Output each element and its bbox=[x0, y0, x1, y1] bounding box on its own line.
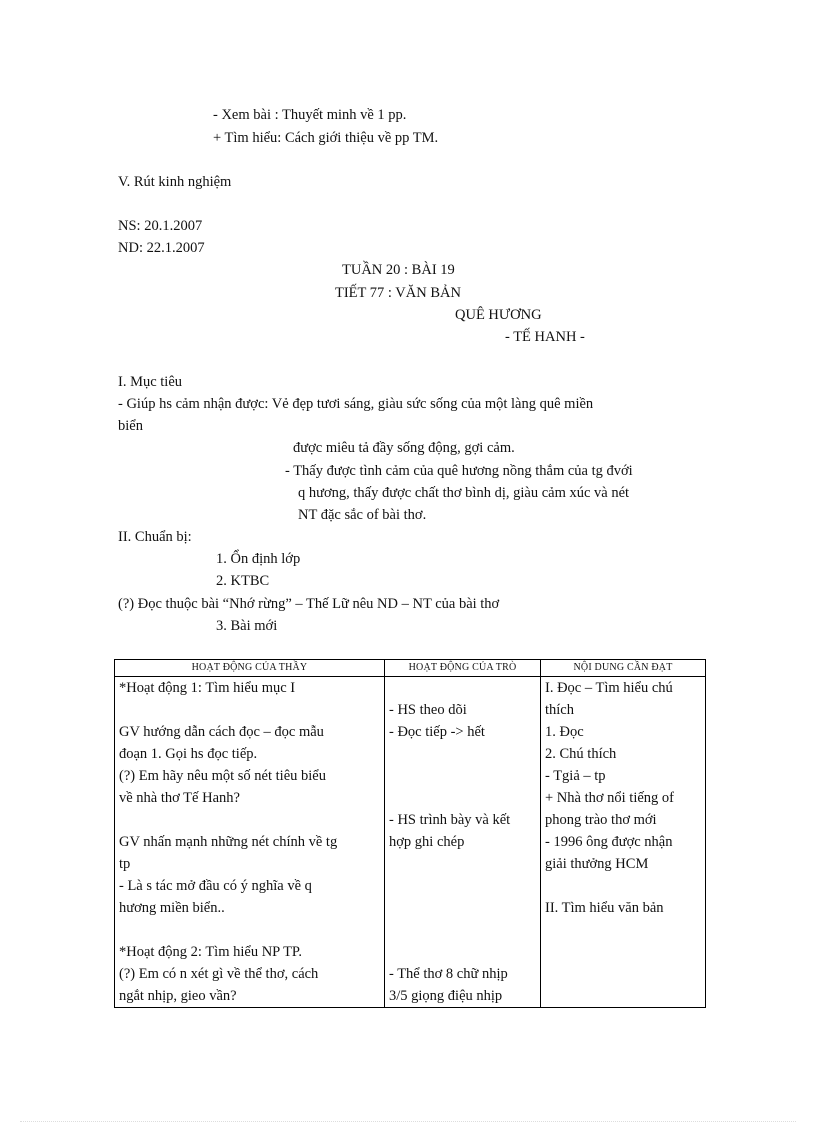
student-activity-cell bbox=[385, 677, 541, 1008]
content-line: - 1996 ông được nhận bbox=[545, 834, 673, 850]
week-title: TUẦN 20 : BÀI 19 bbox=[342, 262, 455, 278]
header-student-activity: HOẠT ĐỘNG CỦA TRÒ bbox=[385, 660, 541, 677]
content-line: + Nhà thơ nổi tiếng of bbox=[545, 790, 675, 806]
teacher-line: *Hoạt động 2: Tìm hiểu NP TP. bbox=[119, 944, 303, 960]
objectives-line-5: q hương, thấy được chất thơ bình dị, giàu cảm xúc và nét bbox=[298, 485, 630, 501]
objectives-heading: I. Mục tiêu bbox=[118, 374, 183, 390]
objectives-line-2: biển bbox=[118, 418, 143, 434]
teacher-line: - Là s tác mở đầu có ý nghĩa về q bbox=[119, 878, 312, 894]
student-line: - Đọc tiếp -> hết bbox=[389, 724, 485, 740]
teacher-line: GV hướng dẫn cách đọc – đọc mẫu bbox=[119, 724, 324, 740]
content-line: - Tgiả – tp bbox=[545, 768, 606, 784]
content-cell bbox=[541, 677, 706, 1008]
teacher-line: GV nhấn mạnh những nét chính về tg bbox=[119, 834, 338, 850]
objectives-line-3: được miêu tả đầy sống động, gợi cảm. bbox=[293, 440, 515, 456]
teacher-line: tp bbox=[119, 856, 131, 872]
content-line: giải thưởng HCM bbox=[545, 856, 649, 872]
preparation-item-3: 3. Bài mới bbox=[216, 618, 278, 634]
objectives-line-1: - Giúp hs cảm nhận được: Vẻ đẹp tươi sáng, giàu sức sống của một làng quê miền bbox=[118, 396, 594, 412]
teacher-line: về nhà thơ Tế Hanh? bbox=[119, 790, 240, 806]
reflection-heading: V. Rút kinh nghiệm bbox=[118, 174, 232, 190]
teacher-line: (?) Em có n xét gì về thể thơ, cách bbox=[119, 966, 319, 982]
teacher-line: hương miền biển.. bbox=[119, 900, 225, 916]
header-teacher-activity: HOẠT ĐỘNG CỦA THẦY bbox=[115, 660, 385, 677]
header-content: NỘI DUNG CẦN ĐẠT bbox=[541, 660, 706, 677]
content-line: phong trào thơ mới bbox=[545, 812, 657, 828]
period-title: TIẾT 77 : VĂN BẢN bbox=[335, 285, 461, 301]
objectives-line-4: - Thấy được tình cảm của quê hương nồng thắm của tg đvới bbox=[285, 463, 633, 479]
preparation-item-2: 2. KTBC bbox=[216, 573, 270, 589]
date-nd: ND: 22.1.2007 bbox=[118, 240, 205, 256]
table-row bbox=[115, 677, 706, 1008]
content-line: I. Đọc – Tìm hiểu chú bbox=[545, 680, 673, 696]
content-line: 2. Chú thích bbox=[545, 746, 617, 762]
content-line: thích bbox=[545, 702, 574, 718]
teacher-line: đoạn 1. Gọi hs đọc tiếp. bbox=[119, 746, 258, 762]
content-line: II. Tìm hiểu văn bản bbox=[545, 900, 664, 916]
teacher-activity-cell bbox=[115, 677, 385, 1008]
review-question: (?) Đọc thuộc bài “Nhớ rừng” – Thế Lữ nêu ND – NT của bài thơ bbox=[118, 596, 500, 612]
teacher-line: *Hoạt động 1: Tìm hiểu mục I bbox=[119, 680, 296, 696]
student-line: hợp ghi chép bbox=[389, 834, 465, 850]
poem-title: QUÊ HƯƠNG bbox=[455, 307, 542, 323]
content-line: 1. Đọc bbox=[545, 724, 584, 740]
date-ns: NS: 20.1.2007 bbox=[118, 218, 203, 234]
table-header-row bbox=[115, 660, 706, 677]
objectives-line-6: NT đặc sắc of bài thơ. bbox=[298, 507, 427, 523]
student-line: - Thể thơ 8 chữ nhịp bbox=[389, 966, 508, 982]
lesson-activity-table bbox=[114, 659, 706, 1008]
student-line: 3/5 giọng điệu nhịp bbox=[389, 988, 503, 1004]
teacher-line: (?) Em hãy nêu một số nét tiêu biểu bbox=[119, 768, 326, 784]
student-line: - HS trình bày và kết bbox=[389, 812, 511, 828]
teacher-line: ngắt nhịp, gieo vần? bbox=[119, 988, 237, 1004]
student-line: - HS theo dõi bbox=[389, 702, 467, 718]
preparation-item-1: 1. Ổn định lớp bbox=[216, 551, 301, 567]
page-bottom-divider bbox=[20, 1121, 796, 1122]
homework-line-1: - Xem bài : Thuyết minh về 1 pp. bbox=[213, 107, 407, 123]
homework-line-2: + Tìm hiểu: Cách giới thiệu về pp TM. bbox=[213, 130, 439, 146]
preparation-heading: II. Chuẩn bị: bbox=[118, 529, 192, 545]
author-name: - TẾ HANH - bbox=[505, 329, 585, 345]
